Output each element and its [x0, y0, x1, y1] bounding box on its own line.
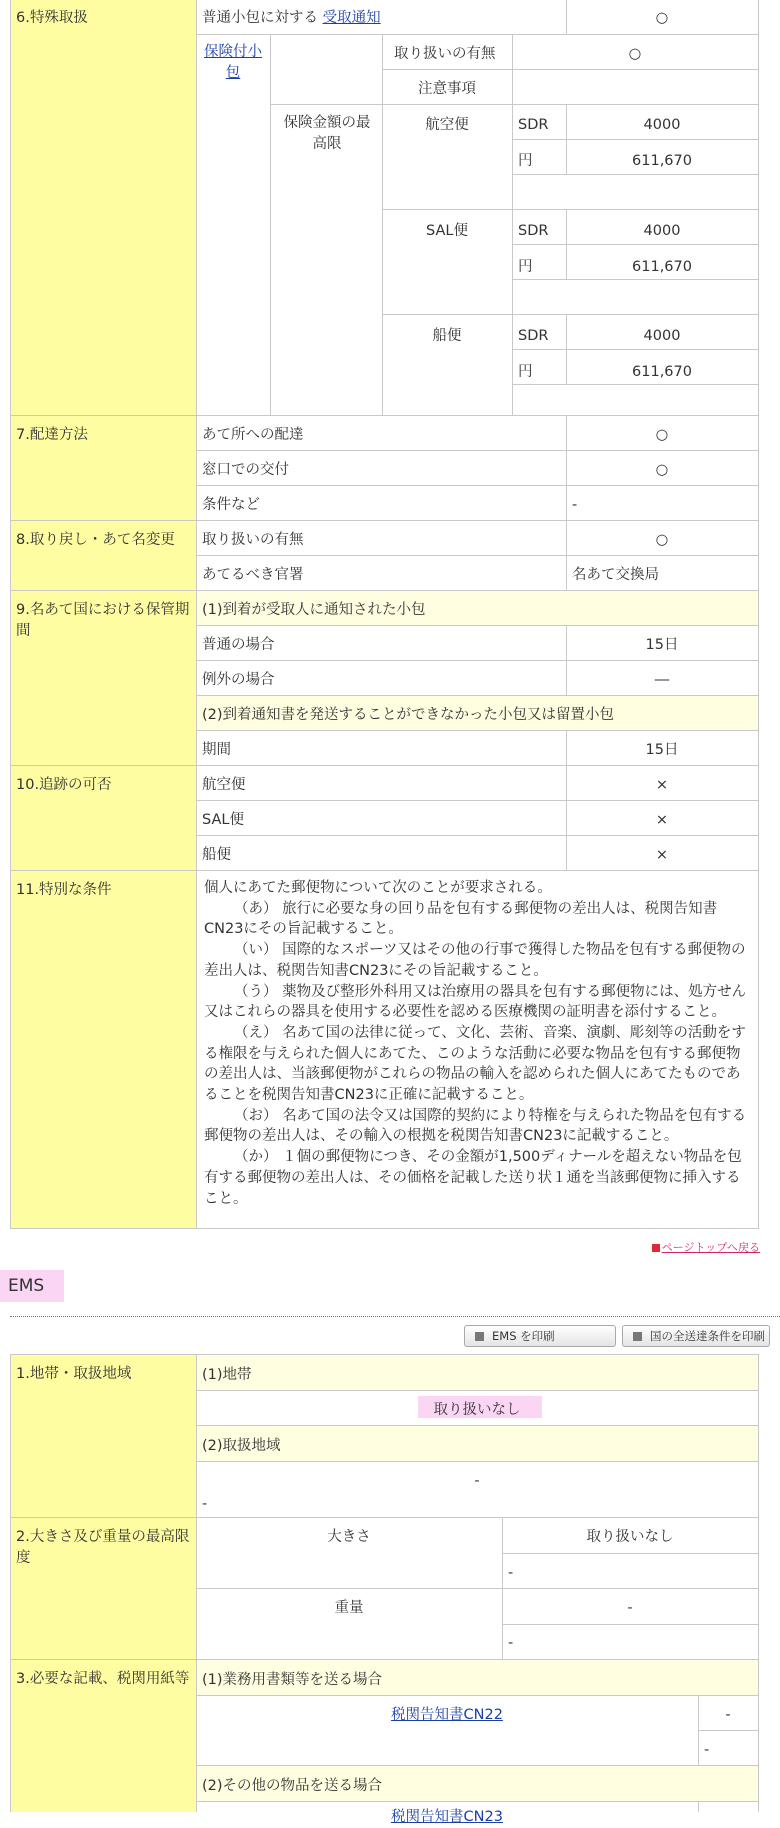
- delivery-row-2-label: 窓口での交付: [202, 462, 289, 478]
- return-row-2-value: 名あて交換局: [572, 567, 659, 583]
- ems-size-note: -: [508, 1565, 514, 1581]
- grid-line: [196, 1425, 758, 1426]
- condition-e: （え） 名あて国の法律に従って、文化、芸術、音楽、演劇、彫刻等の活動をする権限を与えられた個人にあてた、このような活動に必要な物品を包有する郵便物の差出人は、当該郵便物がこれらの物品の輸入を認められた個人にあてたものであることを税関告知書CN23に正確に記載すること。: [204, 1024, 746, 1104]
- grid-line: [758, 0, 759, 1228]
- grid-line: [382, 69, 758, 70]
- grid-line: [566, 415, 567, 590]
- ems-heading: EMS: [8, 1276, 45, 1296]
- grid-line: [196, 695, 758, 696]
- grid-line: [10, 1354, 11, 1812]
- grid-line: [196, 34, 758, 35]
- condition-a: （あ） 旅行に必要な身の回り品を包有する郵便物の差出人は、税関告知書CN23にその旨記載すること。: [204, 900, 718, 938]
- return-row-1-value: ○: [655, 532, 669, 548]
- grid-line: [270, 34, 271, 415]
- ems-weight-label: 重量: [334, 1600, 364, 1616]
- insured-parcel-cell: [196, 36, 270, 90]
- ems-section-3-title: 3.必要な記載、税関用紙等: [16, 1671, 190, 1687]
- storage-row-1-value: 15日: [645, 637, 679, 653]
- section-11-header: [10, 870, 196, 1228]
- delivery-row-3-label: 条件など: [202, 497, 260, 513]
- mode-sea-sdr-value: 4000: [643, 328, 681, 344]
- tracking-row-2-value: ×: [655, 812, 669, 828]
- grid-line: [10, 1659, 759, 1660]
- ems-area-value: -: [474, 1473, 480, 1489]
- ems-area-note: -: [202, 1496, 208, 1512]
- ems-section-1-title: 1.地帯・取扱地域: [16, 1366, 132, 1382]
- grid-line: [10, 415, 759, 416]
- delivery-row-1-label: あて所への配達: [202, 427, 304, 443]
- mode-air-label: 航空便: [425, 117, 469, 133]
- grid-line: [10, 765, 759, 766]
- condition-ka: （か） １個の郵便物につき、その金額が1,500ディナールを超えない物品を包有する郵便物の差出人は、その価格を記載した送り状１通を当該郵便物に挿入すること。: [204, 1149, 742, 1207]
- grid-line: [698, 1801, 699, 1812]
- tracking-row-2-label: SAL便: [202, 812, 244, 828]
- storage-row-3-value: 15日: [645, 742, 679, 758]
- storage-sub1: (1)到着が受取人に通知された小包: [202, 602, 426, 618]
- ordinary-notice-prefix: 普通小包に対する: [202, 10, 323, 26]
- grid-line: [196, 1801, 758, 1802]
- grid-line: [270, 104, 758, 105]
- conditions-text: [196, 878, 758, 1209]
- mode-sal-yen-value: 611,670: [632, 259, 692, 275]
- grid-line: [196, 485, 758, 486]
- grid-line: [10, 870, 759, 871]
- mode-air-yen-label: 円: [518, 153, 533, 169]
- mode-sal-sdr-label: SDR: [518, 223, 549, 239]
- max-insurance-label: 保険金額の最高限: [283, 115, 371, 152]
- grid-line: [512, 349, 758, 350]
- grid-line: [512, 104, 513, 415]
- grid-line: [512, 174, 758, 175]
- grid-line: [10, 1354, 759, 1355]
- return-row-2-label: あてるべき官署: [202, 567, 304, 583]
- grid-line: [566, 0, 567, 34]
- print-all-label: 国の全送達条件を印刷: [650, 1329, 765, 1343]
- grid-line: [196, 1354, 197, 1812]
- mode-sea-yen-label: 円: [518, 364, 533, 380]
- grid-line: [512, 139, 758, 140]
- ems-size-label: 大きさ: [327, 1529, 371, 1545]
- print-all-button[interactable]: [622, 1325, 770, 1347]
- ems-customs-sub2: (2)その他の物品を送る場合: [202, 1778, 383, 1794]
- ems-section-2-title: 2.大きさ及び重量の最高限度: [16, 1529, 190, 1566]
- print-icon: [633, 1332, 642, 1341]
- ordinary-notice-label: [196, 2, 566, 35]
- mode-sal-sdr-value: 4000: [643, 223, 681, 239]
- mode-air-sdr-label: SDR: [518, 117, 549, 133]
- grid-line: [196, 1588, 758, 1589]
- ordinary-notice-value: ○: [655, 10, 669, 26]
- grid-line: [10, 590, 759, 591]
- page-top-link[interactable]: ページトップへ戻る: [661, 1241, 760, 1254]
- page-top-link-wrap: [620, 1239, 760, 1255]
- storage-row-2-value: ―: [654, 672, 670, 688]
- grid-line: [382, 34, 383, 415]
- grid-line: [196, 555, 758, 556]
- grid-line: [196, 660, 758, 661]
- section-8-title: 8.取り戻し・あて名変更: [16, 532, 175, 548]
- grid-line: [382, 209, 758, 210]
- delivery-row-1-value: ○: [655, 427, 669, 443]
- condition-i: （い） 国際的なスポーツ又はその他の行事で獲得した物品を包有する郵便物の差出人は、税関告知書CN23にその旨記載すること。: [204, 942, 746, 979]
- grid-line: [196, 1765, 758, 1766]
- grid-line: [10, 1517, 759, 1518]
- mode-sea-label: 船便: [432, 328, 462, 344]
- section-9-title: 9.名あて国における保管期間: [16, 602, 190, 639]
- grid-line: [10, 1228, 759, 1229]
- condition-o: （お） 名あて国の法令又は国際的契約により特権を与えられた物品を包有する郵便物の差出人は、その輸入の根拠を税関告知書CN23に記載すること。: [204, 1107, 747, 1145]
- grid-line: [196, 1695, 758, 1696]
- section-7-title: 7.配達方法: [16, 427, 88, 443]
- grid-line: [196, 1390, 758, 1391]
- mode-air-sdr-value: 4000: [643, 117, 681, 133]
- grid-line: [196, 1461, 758, 1462]
- grid-line: [758, 1354, 759, 1812]
- ems-form1-note: -: [704, 1742, 710, 1758]
- grid-line: [10, 0, 11, 1228]
- customs-cn22-link[interactable]: 税関告知書CN22: [391, 1707, 503, 1723]
- page-top-icon: [652, 1244, 660, 1252]
- storage-row-3-label: 期間: [202, 742, 231, 758]
- ems-customs-sub1: (1)業務用書類等を送る場合: [202, 1672, 383, 1688]
- storage-row-2-label: 例外の場合: [202, 672, 275, 688]
- section-6-title: 6.特殊取扱: [16, 10, 88, 26]
- mode-sal-yen-label: 円: [518, 259, 533, 275]
- grid-line: [196, 835, 758, 836]
- grid-line: [196, 800, 758, 801]
- mode-sea-yen-value: 611,670: [632, 364, 692, 380]
- ems-form2-cell: [196, 1801, 698, 1825]
- mode-sea-sdr-label: SDR: [518, 328, 549, 344]
- tracking-row-3-value: ×: [655, 847, 669, 863]
- return-row-1-label: 取り扱いの有無: [202, 532, 304, 548]
- receipt-notice-link[interactable]: 受取通知: [322, 10, 381, 26]
- section-10-title: 10.追跡の可否: [16, 777, 112, 793]
- delivery-row-3-value: -: [572, 497, 578, 513]
- ems-zone-value: 取り扱いなし: [433, 1402, 521, 1418]
- grid-line: [196, 0, 197, 1228]
- section-11-title: 11.特別な条件: [16, 882, 112, 898]
- print-ems-button[interactable]: [464, 1325, 616, 1347]
- mode-sal-label: SAL便: [426, 223, 468, 239]
- print-icon: [475, 1332, 484, 1341]
- tracking-row-1-value: ×: [655, 777, 669, 793]
- conditions-intro: 個人にあてた郵便物について次のことが要求される。: [204, 880, 552, 896]
- storage-row-1-label: 普通の場合: [202, 637, 275, 653]
- ems-weight-note: -: [508, 1635, 514, 1651]
- ems-zone-sub1: (1)地帯: [202, 1367, 252, 1383]
- grid-line: [196, 450, 758, 451]
- grid-line: [512, 244, 758, 245]
- handling-label: 取り扱いの有無: [394, 46, 496, 62]
- section-6-header: [10, 0, 196, 415]
- ems-zone-sub2: (2)取扱地域: [202, 1438, 281, 1454]
- grid-line: [698, 1730, 758, 1731]
- grid-line: [512, 279, 758, 280]
- ems-form1-cell: [196, 1699, 698, 1732]
- customs-cn23-link[interactable]: 税関告知書CN23: [391, 1809, 503, 1825]
- grid-line: [502, 1624, 758, 1625]
- handling-value: ○: [628, 46, 642, 62]
- ems-weight-value: -: [627, 1600, 633, 1616]
- condition-u: （う） 薬物及び整形外科用又は治療用の器具を包有する郵便物には、処方せん又はこれらの器具を使用する必要性を認める医療機関の証明書を添付すること。: [204, 983, 747, 1021]
- tracking-row-1-label: 航空便: [202, 777, 246, 793]
- print-ems-label: EMS を印刷: [492, 1329, 555, 1343]
- ems-size-value: 取り扱いなし: [586, 1529, 674, 1545]
- grid-line: [502, 1553, 758, 1554]
- grid-line: [196, 730, 758, 731]
- caution-label: 注意事項: [418, 81, 476, 97]
- storage-sub2: (2)到着通知書を発送することができなかった小包又は留置小包: [202, 707, 615, 723]
- ems-divider: [10, 1316, 780, 1317]
- grid-line: [10, 520, 759, 521]
- grid-line: [382, 314, 758, 315]
- grid-line: [512, 384, 758, 385]
- tracking-row-3-label: 船便: [202, 847, 231, 863]
- grid-line: [196, 625, 758, 626]
- ems-form1-value: -: [725, 1707, 731, 1723]
- mode-air-yen-value: 611,670: [632, 153, 692, 169]
- delivery-row-2-value: ○: [655, 462, 669, 478]
- insured-parcel-link[interactable]: 保険付小包: [204, 44, 262, 81]
